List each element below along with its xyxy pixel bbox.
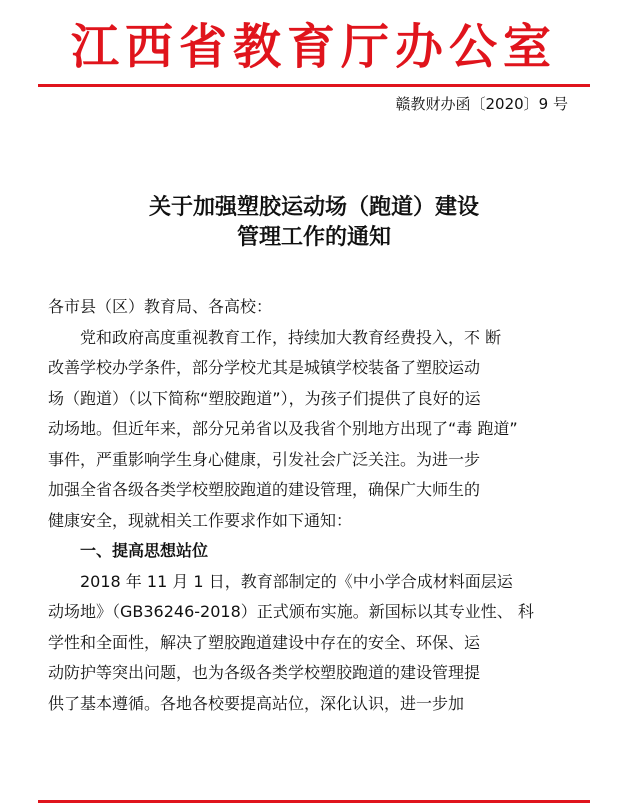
title-line-2: 管理工作的通知 — [236, 225, 391, 250]
paragraph-line: 事件，严重影响学生身心健康，引发社会广泛关注。为进一步 — [48, 449, 481, 469]
paragraph-line: 动场地》（GB36246-2018）正式颁布实施。新国标以其专业性、 科 — [48, 602, 534, 621]
title-line-1: 关于加强塑胶运动场（跑道）建设 — [148, 195, 479, 220]
salutation: 各市县（区）教育局、各高校： — [48, 297, 273, 316]
paragraph-line: 加强全省各级各类学校塑胶跑道的建设管理，确保广大师生的 — [48, 480, 481, 499]
paragraph-line: 改善学校办学条件，部分学校尤其是城镇学校装备了塑胶运动 — [48, 358, 481, 377]
paragraph-line: 学性和全面性，解决了塑胶跑道建设中存在的安全、环保、运 — [48, 632, 481, 652]
paragraph-line: 动防护等突出问题，也为各级各类学校塑胶跑道的建设管理提 — [48, 663, 481, 682]
document-body — [48, 292, 574, 719]
section-heading: 一、提高思想站位 — [80, 541, 209, 560]
paragraph-line: 供了基本遵循。各地各校要提高站位，深化认识，进一步加 — [48, 693, 465, 713]
paragraph-line: 动场地。但近年来，部分兄弟省以及我省个别地方出现了“毒 跑道” — [48, 419, 518, 438]
paragraph-line: 健康安全，现就相关工作要求作如下通知： — [48, 510, 353, 530]
issuing-agency-header: 江西省教育厅办公室 — [70, 19, 557, 75]
separator-red-rule — [38, 800, 590, 803]
paragraph-line: 党和政府高度重视教育工作，持续加大教育经费投入，不 断 — [80, 327, 502, 347]
paragraph-line: 2018 年 11 月 1 日，教育部制定的《中小学合成材料面层运 — [80, 571, 513, 591]
document-number: 赣教财办函〔2020〕9 号 — [395, 95, 568, 113]
document-title — [40, 193, 588, 253]
paragraph-line: 场（跑道）（以下简称“塑胶跑道”），为孩子们提供了良好的运 — [48, 388, 481, 408]
header-red-rule — [38, 84, 590, 87]
